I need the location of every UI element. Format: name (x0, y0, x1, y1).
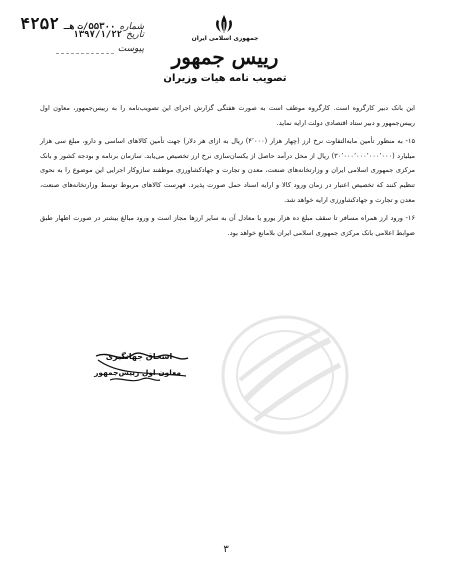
number-label: شماره (119, 22, 144, 32)
decree-body (40, 101, 415, 240)
number-value: ۵۵۳۰۰/ت (77, 22, 116, 32)
iran-emblem-icon (213, 13, 235, 35)
body-paragraph: ۱۶- ورود ارز همراه مسافر تا سقف مبلغ ده هزار یورو یا معادل آن به سایر ارزها مجاز است و ورود مبالغ بیشتر در صورت اظهار طبق ضوابط اعلامی بانک مرکزی جمهوری اسلامی ایران بلامانع خواهد بود. (40, 214, 415, 237)
date-value: ۱۳۹۷/۱/۲۲ (73, 30, 123, 40)
letter-number: ۴۲۵۲ (20, 14, 59, 33)
stamp-watermark-icon (205, 300, 365, 450)
number-suffix: هـ (63, 22, 75, 32)
date-row (34, 30, 144, 40)
page-number: ۳ (223, 544, 229, 555)
date-label: تاریخ (126, 30, 144, 40)
body-paragraph: این بانک دبیر کارگروه است. کارگروه موظف است به صورت هفتگی گزارش اجرای این تصویب‌نامه را به رییس‌جمهور، معاون اول رییس‌جمهور و دبیر ستاد اقتصادی دولت ارایه نماید. (40, 104, 415, 127)
signatory-title: معاون اول رییس‌جمهور (94, 368, 181, 377)
office-title: رییس جمهور (171, 45, 279, 69)
signatory-name: اسحاق جهانگیری (105, 352, 173, 361)
attachment-line (56, 53, 114, 54)
attachment-row (34, 44, 144, 54)
department-label: تصویب نامه هیات وزیران (163, 73, 287, 84)
republic-label: جمهوری اسلامی ایران (191, 35, 259, 42)
attachment-label: پیوست (117, 44, 144, 54)
body-paragraph: ۱۵- به منظور تأمین مابه‌التفاوت نرخ ارز (چهار هزار (۴٬۰۰۰) ریال به ازای هر دلار) جهت تأمین کالاهای اساسی و دارو، مبلغ سی هزار میلیارد (۳۰٬۰۰۰٬۰۰۰٬۰۰۰٬۰۰۰) ریال از محل درآمد حاصل از یکسان‌سازی نرخ ارز تخصیص می‌یابد. سازمان برنامه و بودجه کشور و بانک مرکزی جمهوری اسلامی ایران و وزارتخانه‌های صنعت، معدن و تجارت و جهادکشاورزی موظفند سازوکار اجرایی این موضوع را به نحوی تنظیم کنند که تخصیص اعتبار در زمان ورود کالا و ارایه اسناد حمل صورت پذیرد. فهرست کالاهای مربوط توسط وزارتخانه‌های صنعت، معدن و تجارت و جهادکشاورزی ارایه خواهد شد. (40, 137, 416, 204)
